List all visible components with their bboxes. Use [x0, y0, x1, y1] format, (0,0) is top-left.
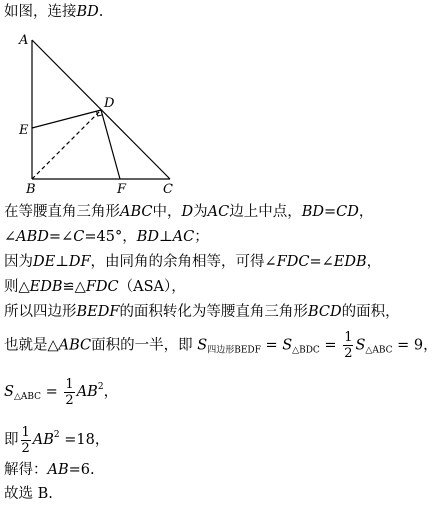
label-a: A [19, 33, 29, 48]
text-line-7: $S_{\triangle ABC}$ = $\frac{1}{2}$ $AB^2$， [4, 376, 119, 408]
intro-line: 如图，连接BD. [4, 4, 104, 20]
label-d: D [104, 96, 115, 111]
segment-df [101, 110, 120, 179]
text-line-4: 则△EDB≌△FDC（ASA）， [4, 279, 186, 295]
label-e: E [19, 123, 29, 138]
text-line-10: 故选 B. [4, 486, 53, 502]
segment-bd-dashed [32, 110, 101, 179]
label-f: F [117, 182, 127, 197]
fraction-half: $\frac{1}{2}$ [21, 424, 30, 456]
text-line-8: 即 $\frac{1}{2}$ $AB^2 =18$， [4, 424, 110, 456]
label-c: C [163, 182, 173, 197]
text-line-2: ∠ABD=∠C=45°，BD⊥AC； [4, 229, 209, 245]
fraction-half: $\frac{1}{2}$ [65, 376, 74, 408]
text-line-1: 在等腰直角三角形ABC中，D为AC边上中点，BD=CD， [4, 204, 374, 220]
text-line-9: 解得：AB=6. [4, 462, 95, 478]
segment-de [32, 110, 101, 128]
text-line-3: 因为DE⊥DF，由同角的余角相等，可得∠FDC=∠EDB， [4, 254, 382, 270]
label-b: B [26, 182, 36, 197]
fraction-half: $\frac{1}{2}$ [344, 330, 353, 361]
text-line-6: 也就是△ABC面积的一半，即 $S_{四边形BEDF} = S_{\triangle BDC}$ = $\frac{1}{2}$ $S_{\triangle ABC} = 9$， [4, 330, 438, 361]
text-line-5: 所以四边形BEDF的面积转化为等腰直角三角形BCD的面积， [4, 304, 400, 320]
